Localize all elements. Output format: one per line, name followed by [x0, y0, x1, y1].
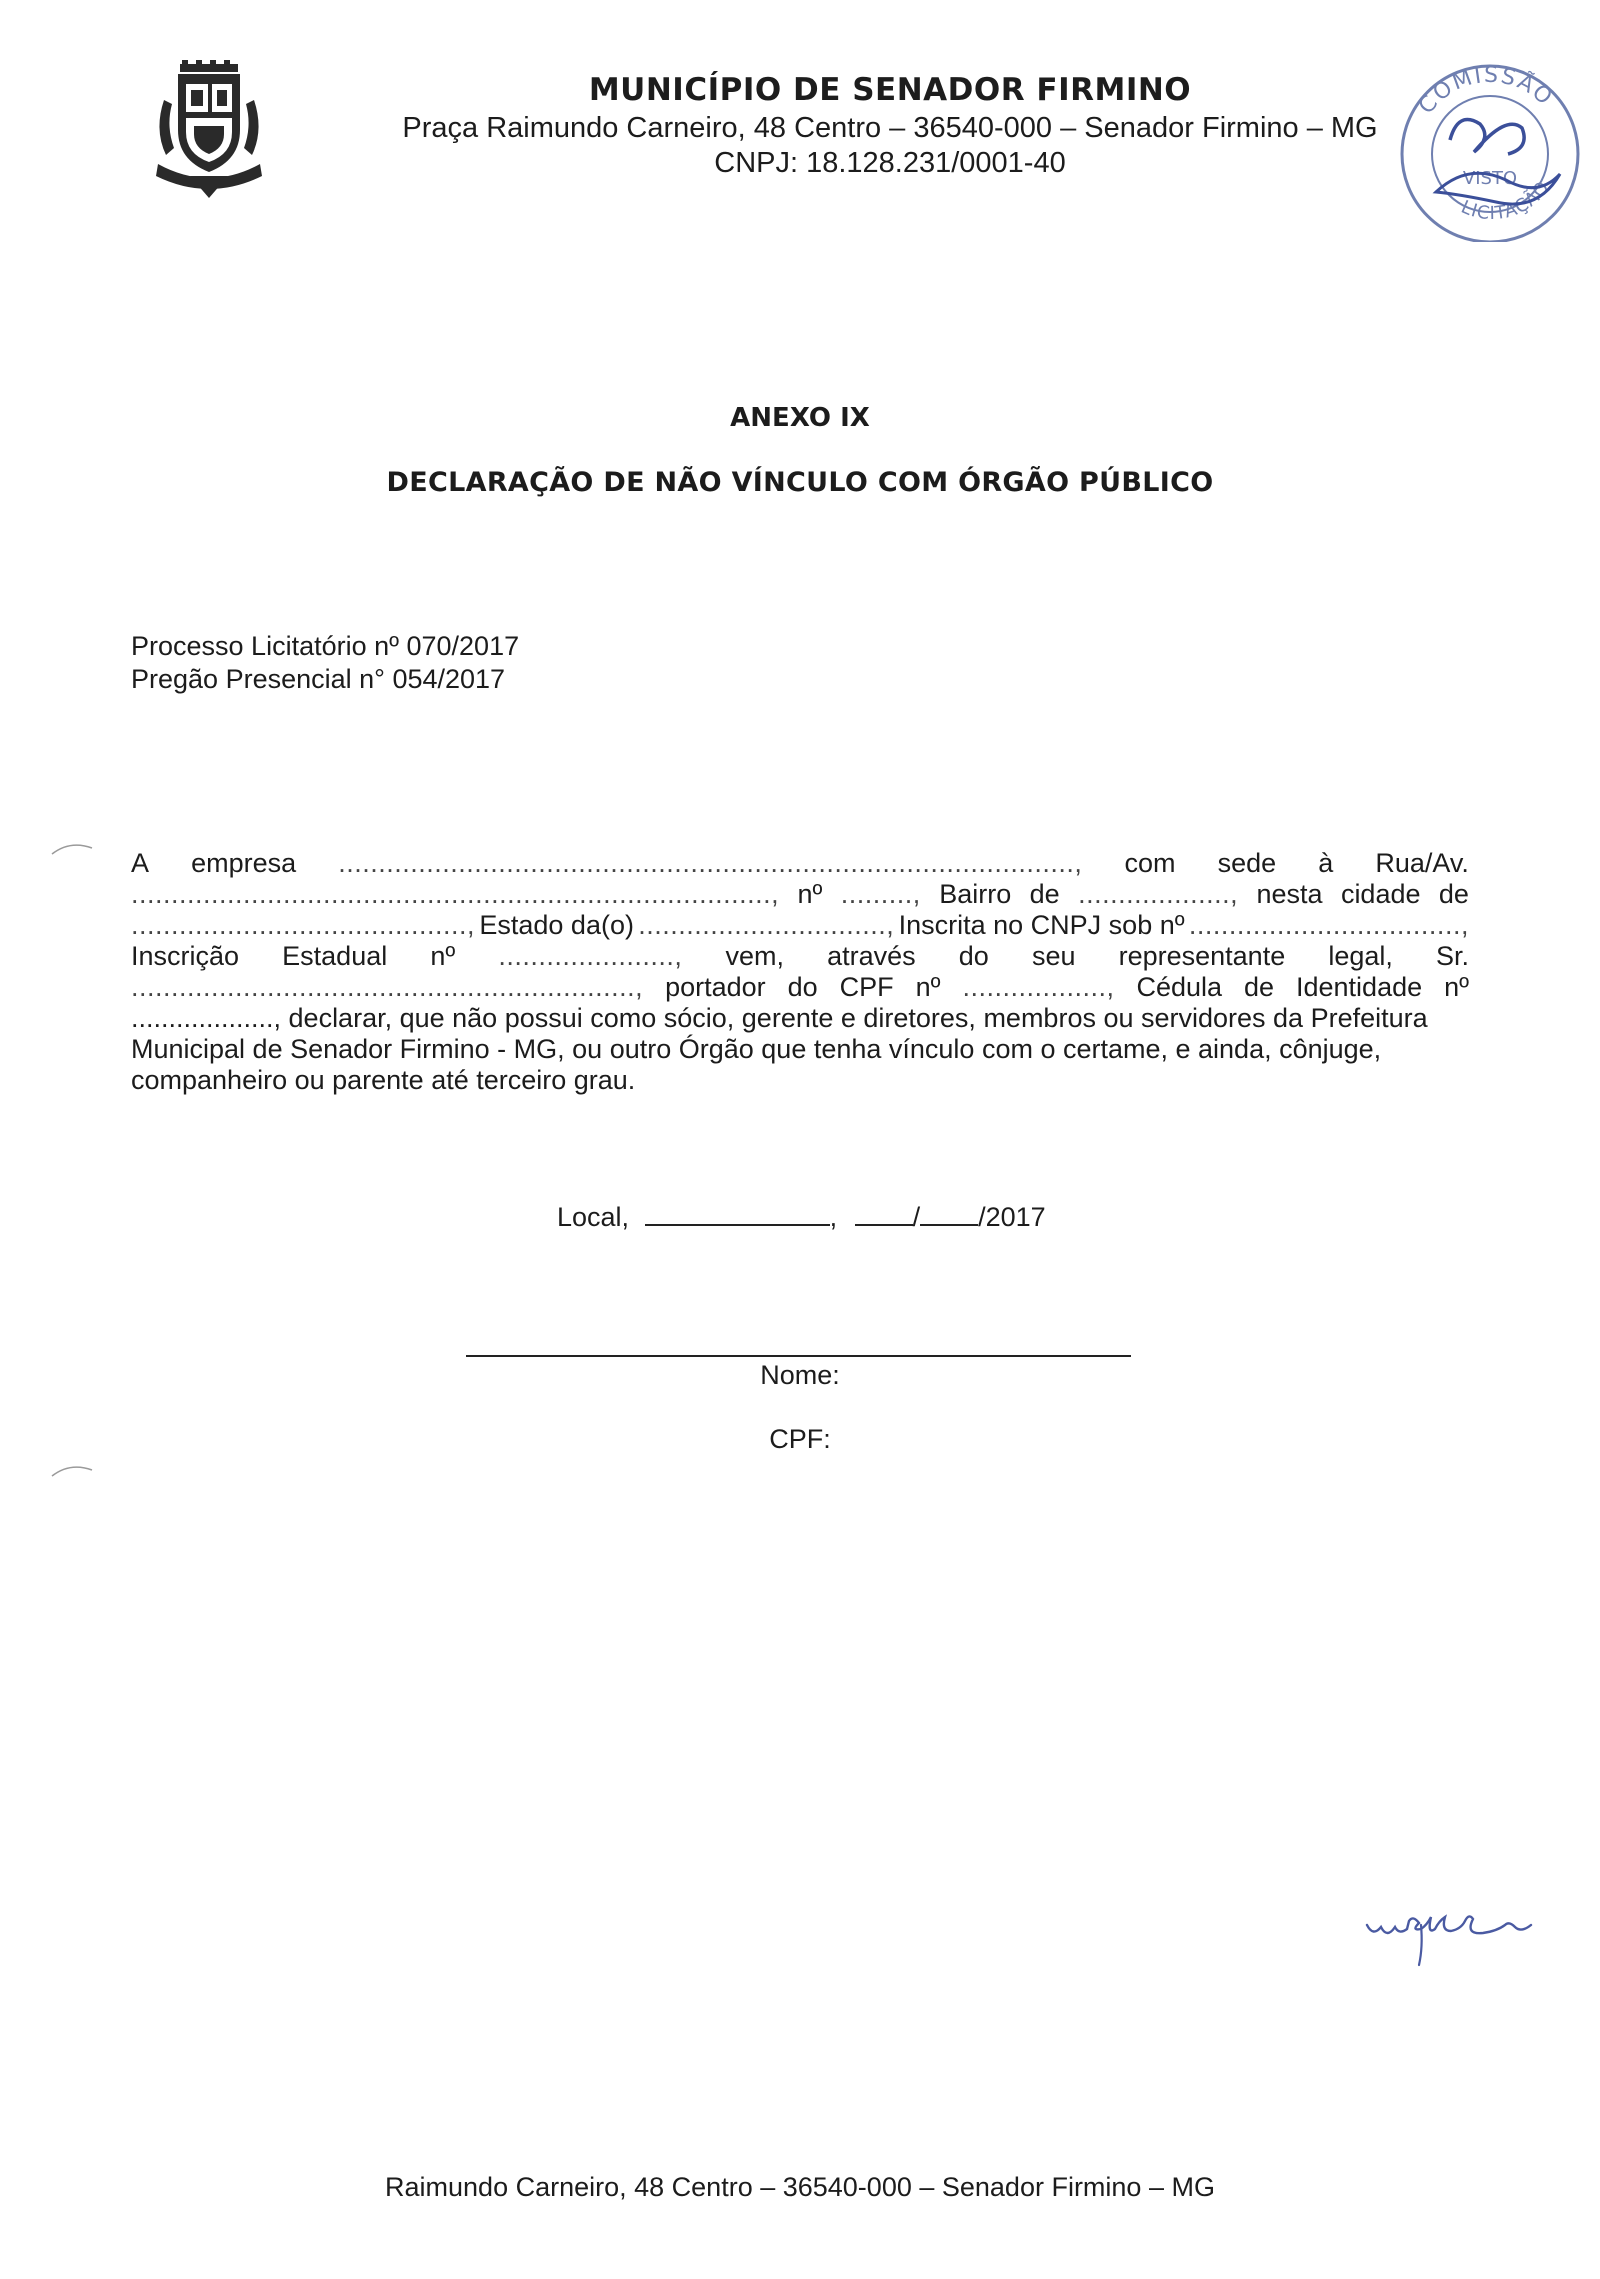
body-line: ................................................................................, nº ........., Bairro de ..................., nesta cidade de	[131, 879, 1469, 909]
stamp-bottom-text: LICITAÇÃO	[1457, 177, 1555, 225]
annex-title: ANEXO IX	[730, 403, 870, 433]
scan-mark-icon	[50, 838, 96, 858]
body-line: ..................., declarar, que não possui como sócio, gerente e diretores, membros ou servidores da Prefeitura	[131, 1003, 1428, 1033]
blank-field[interactable]: ..................................,	[1188, 910, 1469, 940]
svg-text:COMISSÃO	[1414, 63, 1558, 119]
municipality-cnpj: CNPJ: 18.128.231/0001-40	[714, 147, 1066, 179]
footer-address: Raimundo Carneiro, 48 Centro – 36540-000 – Senador Firmino – MG	[385, 2172, 1215, 2202]
stamp-mid-text: VISTO	[1462, 168, 1518, 189]
month-blank-field[interactable]	[920, 1200, 978, 1226]
handwritten-initials-icon	[1365, 1895, 1545, 1975]
scan-mark-icon	[50, 1460, 96, 1480]
municipality-name: MUNICÍPIO DE SENADOR FIRMINO	[588, 72, 1192, 108]
body-line: .........................................., Estado da(o) ..............................., Inscrita no CNPJ sob nº ..................................,	[131, 910, 1469, 940]
local-blank-field[interactable]	[645, 1200, 830, 1226]
blank-field[interactable]: .........,	[840, 879, 921, 909]
stamp-top-text: COMISSÃO	[1414, 62, 1558, 119]
blank-field[interactable]: ..........................................,	[131, 910, 476, 940]
blank-field[interactable]: ................................................................................,	[131, 879, 780, 909]
name-label: Nome:	[760, 1360, 840, 1390]
process-number: Processo Licitatório nº 070/2017	[131, 631, 520, 661]
letterhead	[360, 72, 1420, 180]
blank-field[interactable]: ...............................,	[638, 910, 895, 940]
body-line: Municipal de Senador Firmino - MG, ou outro Órgão que tenha vínculo com o certame, e ainda, cônjuge,	[131, 1034, 1382, 1064]
body-line: companheiro ou parente até terceiro grau.	[131, 1065, 636, 1095]
municipality-address: Praça Raimundo Carneiro, 48 Centro – 36540-000 – Senador Firmino – MG	[402, 112, 1378, 144]
body-line: ..............................................................., portador do CPF nº .................., Cédula de Identidade nº	[131, 972, 1469, 1002]
blank-field[interactable]: ...................,	[1078, 879, 1239, 909]
day-blank-field[interactable]	[855, 1200, 913, 1226]
blank-field[interactable]: ............................................................................................,	[338, 848, 1083, 878]
declaration-body	[131, 848, 1469, 1096]
place-date-line: Local, , / /2017	[557, 1202, 1046, 1232]
municipal-crest-icon	[150, 60, 268, 198]
declaration-title: DECLARAÇÃO DE NÃO VÍNCULO COM ÓRGÃO PÚBLICO	[386, 467, 1214, 498]
pregao-number: Pregão Presencial n° 054/2017	[131, 664, 506, 694]
year-text: /2017	[978, 1202, 1046, 1232]
cpf-label: CPF:	[769, 1424, 831, 1454]
blank-field[interactable]: ..................,	[962, 972, 1115, 1002]
process-references	[131, 630, 519, 696]
local-label: Local,	[557, 1202, 630, 1232]
blank-field[interactable]: ......................,	[498, 941, 683, 971]
commission-stamp-icon	[1388, 62, 1593, 242]
body-line: A empresa ............................................................................................, com sede à Rua/Av.	[131, 848, 1469, 878]
signature-line[interactable]	[466, 1355, 1131, 1357]
body-line: Inscrição Estadual nº ......................, vem, através do seu representante legal, Sr.	[131, 941, 1469, 971]
blank-field[interactable]: ...............................................................,	[131, 972, 644, 1002]
